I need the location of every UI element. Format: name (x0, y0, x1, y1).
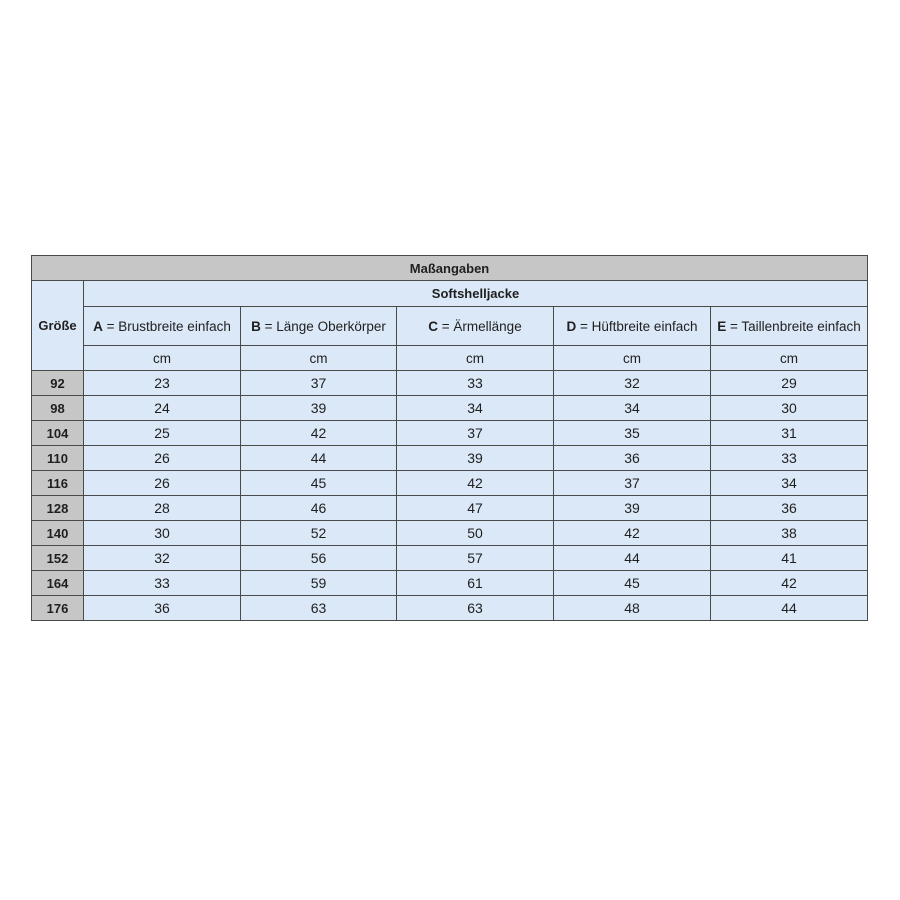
value-cell: 30 (711, 396, 868, 421)
value-cell: 37 (241, 371, 397, 396)
size-cell: 164 (32, 571, 84, 596)
table-row (32, 521, 868, 546)
size-column-header: Größe (32, 281, 84, 371)
column-letter: C (428, 318, 439, 334)
size-cell: 92 (32, 371, 84, 396)
column-label: = Taillenbreite einfach (726, 318, 861, 334)
value-cell: 33 (84, 571, 241, 596)
size-cell: 140 (32, 521, 84, 546)
unit-row (32, 346, 868, 371)
value-cell: 39 (241, 396, 397, 421)
value-cell: 36 (84, 596, 241, 621)
value-cell: 56 (241, 546, 397, 571)
column-letter: B (251, 318, 261, 334)
value-cell: 42 (397, 471, 554, 496)
size-cell: 152 (32, 546, 84, 571)
title-row (32, 256, 868, 281)
value-cell: 52 (241, 521, 397, 546)
size-cell: 128 (32, 496, 84, 521)
column-header-a (84, 307, 241, 346)
size-cell: 110 (32, 446, 84, 471)
column-label: = Brustbreite einfach (102, 318, 231, 334)
value-cell: 23 (84, 371, 241, 396)
value-cell: 32 (554, 371, 711, 396)
column-label: = Hüftbreite einfach (576, 318, 698, 334)
column-header-row (32, 307, 868, 346)
value-cell: 45 (241, 471, 397, 496)
table-row (32, 496, 868, 521)
column-label: = Länge Oberkörper (260, 318, 386, 334)
value-cell: 39 (554, 496, 711, 521)
size-cell: 98 (32, 396, 84, 421)
value-cell: 41 (711, 546, 868, 571)
table-row (32, 421, 868, 446)
value-cell: 45 (554, 571, 711, 596)
value-cell: 34 (711, 471, 868, 496)
table-row (32, 371, 868, 396)
value-cell: 47 (397, 496, 554, 521)
value-cell: 37 (554, 471, 711, 496)
unit-cell: cm (711, 346, 868, 371)
value-cell: 57 (397, 546, 554, 571)
value-cell: 34 (397, 396, 554, 421)
column-letter: A (93, 318, 103, 334)
value-cell: 42 (554, 521, 711, 546)
value-cell: 28 (84, 496, 241, 521)
column-header-d (554, 307, 711, 346)
unit-cell: cm (397, 346, 554, 371)
value-cell: 36 (711, 496, 868, 521)
measurement-table (31, 255, 868, 621)
product-name: Softshelljacke (84, 281, 868, 307)
value-cell: 46 (241, 496, 397, 521)
value-cell: 38 (711, 521, 868, 546)
value-cell: 44 (241, 446, 397, 471)
value-cell: 48 (554, 596, 711, 621)
table-row (32, 471, 868, 496)
value-cell: 32 (84, 546, 241, 571)
table-row (32, 596, 868, 621)
value-cell: 33 (397, 371, 554, 396)
unit-cell: cm (84, 346, 241, 371)
value-cell: 31 (711, 421, 868, 446)
value-cell: 50 (397, 521, 554, 546)
value-cell: 44 (554, 546, 711, 571)
value-cell: 63 (241, 596, 397, 621)
column-header-e (711, 307, 868, 346)
column-label: = Ärmellänge (438, 318, 522, 334)
value-cell: 25 (84, 421, 241, 446)
table-row (32, 546, 868, 571)
size-cell: 116 (32, 471, 84, 496)
product-row (32, 281, 868, 307)
table-row (32, 396, 868, 421)
value-cell: 33 (711, 446, 868, 471)
column-letter: E (717, 318, 727, 334)
value-cell: 30 (84, 521, 241, 546)
value-cell: 37 (397, 421, 554, 446)
table-title: Maßangaben (32, 256, 868, 281)
value-cell: 29 (711, 371, 868, 396)
value-cell: 63 (397, 596, 554, 621)
value-cell: 59 (241, 571, 397, 596)
column-header-c (397, 307, 554, 346)
value-cell: 26 (84, 446, 241, 471)
unit-cell: cm (241, 346, 397, 371)
value-cell: 42 (711, 571, 868, 596)
table-row (32, 446, 868, 471)
size-cell: 104 (32, 421, 84, 446)
unit-cell: cm (554, 346, 711, 371)
value-cell: 34 (554, 396, 711, 421)
value-cell: 26 (84, 471, 241, 496)
table-row (32, 571, 868, 596)
value-cell: 36 (554, 446, 711, 471)
value-cell: 44 (711, 596, 868, 621)
value-cell: 24 (84, 396, 241, 421)
value-cell: 61 (397, 571, 554, 596)
value-cell: 35 (554, 421, 711, 446)
value-cell: 42 (241, 421, 397, 446)
column-letter: D (566, 318, 577, 334)
column-header-b (241, 307, 397, 346)
value-cell: 39 (397, 446, 554, 471)
size-cell: 176 (32, 596, 84, 621)
